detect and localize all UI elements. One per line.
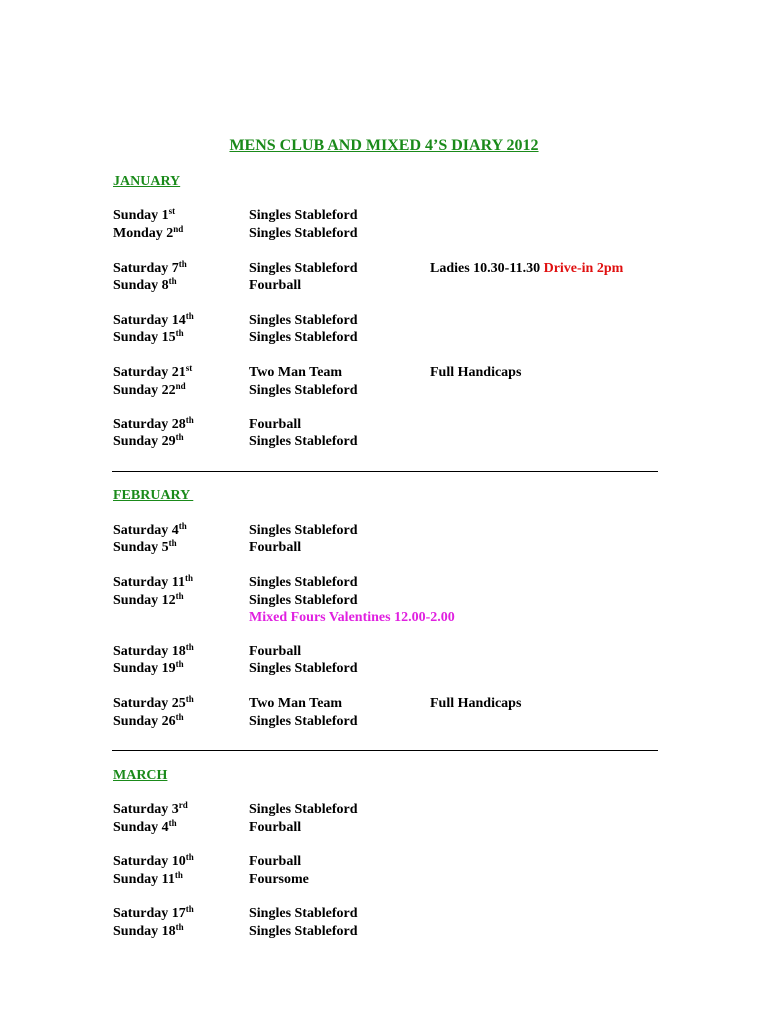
row-event: Fourball bbox=[249, 854, 302, 869]
row-event: Two Man Team bbox=[249, 696, 343, 711]
row-event: Fourball bbox=[249, 417, 302, 432]
row-event: Singles Stableford bbox=[249, 714, 358, 729]
row-day: Monday 2nd bbox=[113, 224, 184, 241]
page-title: MENS CLUB AND MIXED 4’S DIARY 2012 bbox=[229, 137, 539, 154]
row-event: Singles Stableford bbox=[249, 383, 358, 398]
row-day: Sunday 29th bbox=[113, 432, 184, 449]
row-event: Singles Stableford bbox=[249, 924, 358, 939]
schedule-row bbox=[0, 802, 768, 820]
row-day: Sunday 12th bbox=[113, 591, 184, 608]
ladies-note: Ladies 10.30-11.30 bbox=[430, 261, 541, 276]
row-day: Saturday 17th bbox=[113, 904, 194, 921]
schedule-row bbox=[0, 434, 768, 452]
row-event: Singles Stableford bbox=[249, 434, 358, 449]
row-day: Sunday 15th bbox=[113, 328, 184, 345]
row-event: Singles Stableford bbox=[249, 593, 358, 608]
row-day: Sunday 1st bbox=[113, 206, 176, 223]
schedule-row bbox=[0, 278, 768, 296]
month-heading-january: JANUARY bbox=[113, 174, 181, 189]
row-day: Sunday 26th bbox=[113, 712, 184, 729]
schedule-row bbox=[0, 575, 768, 593]
row-event: Singles Stableford bbox=[249, 226, 358, 241]
schedule-row bbox=[0, 872, 768, 890]
row-event: Singles Stableford bbox=[249, 906, 358, 921]
schedule-row bbox=[0, 523, 768, 541]
row-event: Fourball bbox=[249, 278, 302, 293]
row-event: Singles Stableford bbox=[249, 661, 358, 676]
schedule-row bbox=[0, 261, 768, 279]
row-day: Saturday 28th bbox=[113, 415, 194, 432]
row-day: Saturday 7th bbox=[113, 259, 187, 276]
row-event: Singles Stableford bbox=[249, 575, 358, 590]
row-day: Sunday 8th bbox=[113, 276, 177, 293]
schedule-row bbox=[0, 854, 768, 872]
schedule-row bbox=[0, 820, 768, 838]
row-day: Saturday 10th bbox=[113, 852, 194, 869]
row-day: Sunday 22nd bbox=[113, 381, 186, 398]
row-day: Saturday 4th bbox=[113, 521, 187, 538]
schedule-row bbox=[0, 208, 768, 226]
schedule-row bbox=[0, 383, 768, 401]
month-heading-march: MARCH bbox=[113, 768, 168, 783]
row-event: Singles Stableford bbox=[249, 261, 358, 276]
schedule-row bbox=[0, 644, 768, 662]
row-event: Fourball bbox=[249, 820, 302, 835]
row-day: Saturday 25th bbox=[113, 694, 194, 711]
schedule-row bbox=[0, 593, 768, 611]
schedule-row bbox=[0, 540, 768, 558]
schedule-row bbox=[0, 906, 768, 924]
row-day: Sunday 19th bbox=[113, 659, 184, 676]
row-event: Singles Stableford bbox=[249, 313, 358, 328]
row-day: Saturday 14th bbox=[113, 311, 194, 328]
schedule-row bbox=[0, 924, 768, 942]
schedule-row bbox=[0, 417, 768, 435]
row-event: Fourball bbox=[249, 644, 302, 659]
schedule-row bbox=[0, 226, 768, 244]
row-day: Saturday 11th bbox=[113, 573, 193, 590]
schedule-row bbox=[0, 365, 768, 383]
row-day: Saturday 3rd bbox=[113, 800, 188, 817]
schedule-row bbox=[0, 714, 768, 732]
row-event: Two Man Team bbox=[249, 365, 343, 380]
row-note bbox=[430, 261, 623, 277]
schedule-row bbox=[0, 661, 768, 679]
drive-in-note: Drive-in 2pm bbox=[543, 261, 624, 276]
valentines-event: Mixed Fours Valentines 12.00-2.00 bbox=[249, 610, 455, 625]
section-divider bbox=[112, 750, 658, 751]
row-day: Saturday 21st bbox=[113, 363, 193, 380]
schedule-row bbox=[0, 696, 768, 714]
row-event: Singles Stableford bbox=[249, 802, 358, 817]
row-day: Sunday 4th bbox=[113, 818, 177, 835]
row-event: Singles Stableford bbox=[249, 330, 358, 345]
schedule-row bbox=[0, 313, 768, 331]
row-event: Singles Stableford bbox=[249, 523, 358, 538]
row-note: Full Handicaps bbox=[430, 696, 522, 711]
month-heading-february: FEBRUARY bbox=[113, 488, 194, 503]
section-divider bbox=[112, 471, 658, 472]
row-event: Foursome bbox=[249, 872, 309, 887]
row-event: Singles Stableford bbox=[249, 208, 358, 223]
row-day: Sunday 11th bbox=[113, 870, 183, 887]
row-day: Sunday 5th bbox=[113, 538, 177, 555]
row-note: Full Handicaps bbox=[430, 365, 522, 380]
special-event-row bbox=[0, 610, 768, 628]
row-day: Sunday 18th bbox=[113, 922, 184, 939]
row-event: Fourball bbox=[249, 540, 302, 555]
row-day: Saturday 18th bbox=[113, 642, 194, 659]
schedule-row bbox=[0, 330, 768, 348]
